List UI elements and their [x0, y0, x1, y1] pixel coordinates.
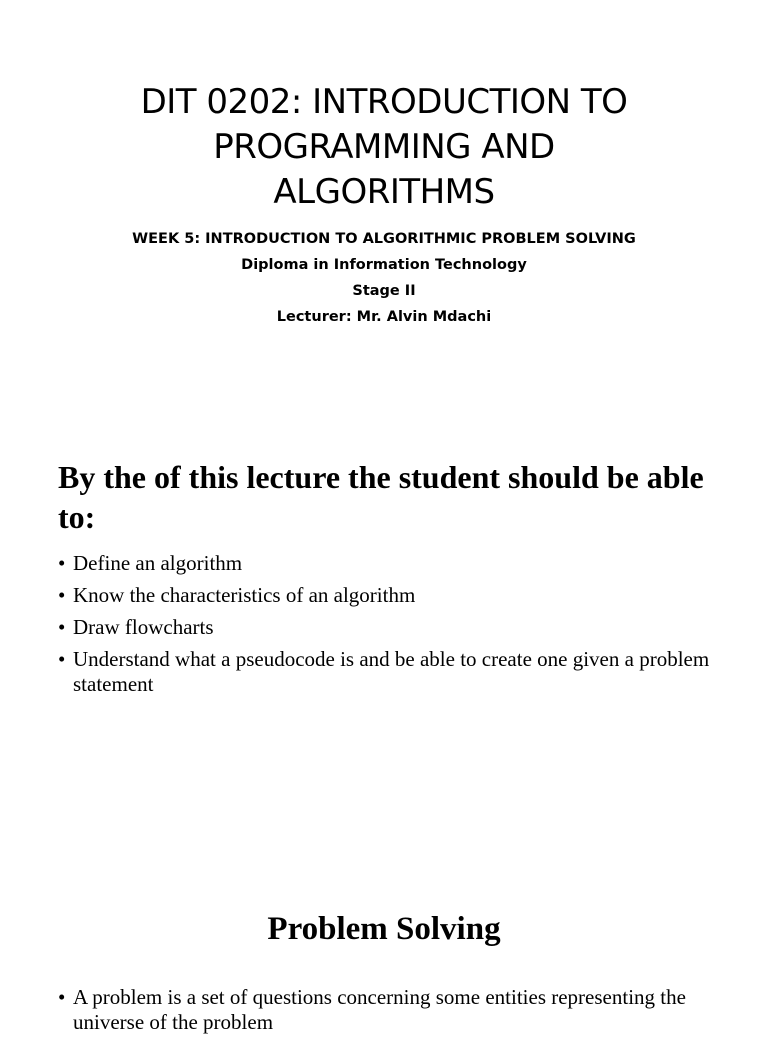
bullet-icon: • — [58, 985, 66, 1009]
course-title-line: ALGORITHMS — [273, 172, 495, 212]
bullet-icon: • — [58, 615, 66, 639]
list-item — [58, 985, 708, 1035]
objectives-heading: By the of this lecture the student should be able to: — [58, 459, 704, 535]
week-topic: WEEK 5: INTRODUCTION TO ALGORITHMIC PROBLEM SOLVING — [132, 231, 636, 247]
list-item — [58, 551, 718, 576]
list-item-text: Understand what a pseudocode is and be able to create one given a problem statement — [73, 647, 710, 696]
course-title-line: PROGRAMMING AND — [213, 127, 555, 167]
list-item-text: Know the characteristics of an algorithm — [73, 583, 416, 607]
problem-solving-list — [58, 985, 708, 1042]
list-item — [58, 647, 718, 697]
bullet-icon: • — [58, 647, 66, 671]
lecturer-name: Lecturer: Mr. Alvin Mdachi — [276, 309, 492, 325]
problem-solving-heading: Problem Solving — [267, 911, 501, 947]
list-item-text: Define an algorithm — [73, 551, 243, 575]
program-name: Diploma in Information Technology — [241, 257, 527, 273]
list-item — [58, 615, 718, 640]
problem-solving-slide — [0, 895, 768, 1034]
stage-label: Stage II — [352, 283, 416, 299]
objectives-list — [58, 551, 718, 704]
title-slide — [0, 0, 768, 400]
list-item — [58, 583, 718, 608]
list-item-text: Draw flowcharts — [73, 615, 214, 639]
objectives-slide — [0, 445, 768, 745]
list-item-text: A problem is a set of questions concerning some entities representing the universe of the problem — [73, 985, 686, 1034]
course-title — [40, 80, 728, 215]
subtitle-block — [40, 226, 728, 330]
course-title-line: DIT 0202: INTRODUCTION TO — [140, 82, 628, 122]
bullet-icon: • — [58, 551, 66, 575]
bullet-icon: • — [58, 583, 66, 607]
